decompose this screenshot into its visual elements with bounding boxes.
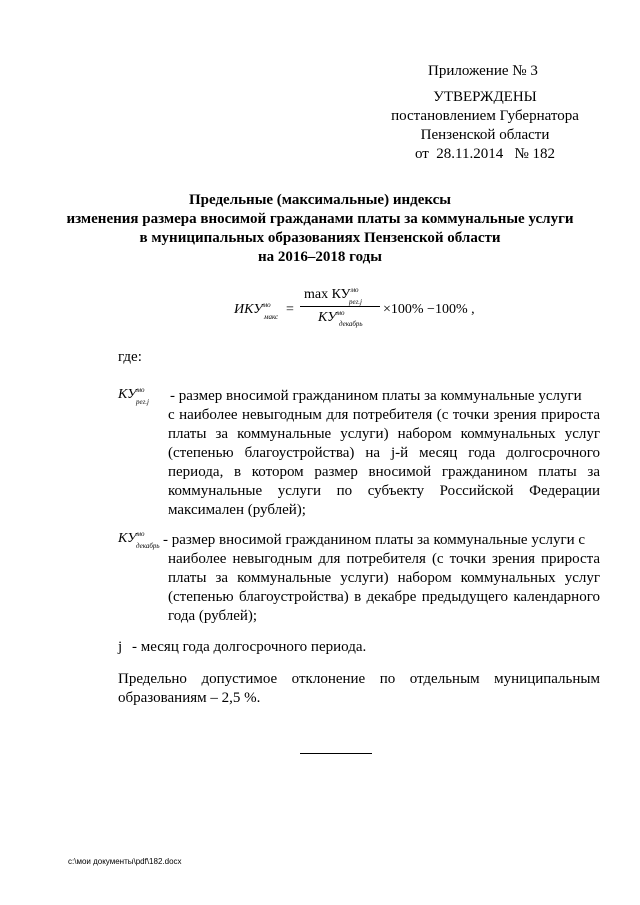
formula-numerator-sub: рег.j (349, 298, 362, 306)
where-label: где: (118, 349, 142, 365)
title-line-3: в муниципальных образованиях Пензенской области (139, 230, 501, 246)
def1-text-first: - размер вносимой гражданином платы за коммунальные услуги (170, 388, 582, 404)
j-text: - месяц года долгосрочного периода. (132, 639, 367, 655)
formula-tail: ×100% −100% , (383, 302, 475, 317)
fraction-line (300, 306, 380, 307)
approval-line-1: постановлением Губернатора (391, 108, 579, 124)
approval-block (370, 88, 600, 164)
def2-symbol: $КУ^{мо}$ (118, 530, 145, 546)
def1-symbol: $КУ^{мо}$ (118, 386, 145, 402)
footer-file-path: c:\мои документы\pdf\182.docx (68, 857, 182, 866)
deviation-paragraph: Предельно допустимое отклонение по отдельным муниципальным образованиям – 2,5 %. (118, 671, 600, 706)
def2-text-first: - размер вносимой гражданином платы за коммунальные услуги с (163, 532, 586, 548)
def1-text-rest: с наиболее невыгодным для потребителя (с точки зрения прироста платы за коммунальные услуги) набором коммунальных услуг (степенью благоустройства) на j-й месяц года долгосрочного периода, в котором размер вносимой гражданином платы за коммунальные услуги по субъекту Российской Федерации максимален (рублей); (168, 407, 600, 518)
title-line-4: на 2016–2018 годы (258, 249, 382, 265)
j-symbol: j (118, 639, 123, 655)
formula-denominator: $КУ^{мо}$ (318, 309, 345, 325)
def1-symbol-sub: рег.j (136, 398, 149, 406)
appendix-label: Приложение № 3 (428, 63, 538, 79)
separator-line (300, 753, 372, 754)
formula-eq: = (286, 302, 294, 317)
document-title (60, 191, 580, 267)
approval-date: от 28.11.2014 № 182 (414, 146, 556, 162)
formula-lhs-sub: макс (264, 313, 279, 321)
def2-symbol-sub: декабрь (136, 542, 160, 550)
def2-text-rest: наиболее невыгодным для потребителя (с точки зрения прироста платы за коммунальные услуги) набором коммунальных услуг (степенью благоустройства) в декабре предыдущего календарного года (рублей); (168, 551, 600, 624)
title-line-1: Предельные (максимальные) индексы (188, 192, 452, 208)
formula-lhs: $ИКУ^{мо}$ (234, 301, 271, 317)
approval-line-2: Пензенской области (420, 127, 550, 143)
approved-heading: УТВЕРЖДЕНЫ (433, 89, 537, 105)
formula-numerator: $\max КУ^{мо}$ (304, 286, 359, 302)
title-line-2: изменения размера вносимой гражданами платы за коммунальные услуги (66, 211, 574, 227)
formula-denominator-sub: декабрь (339, 320, 363, 328)
